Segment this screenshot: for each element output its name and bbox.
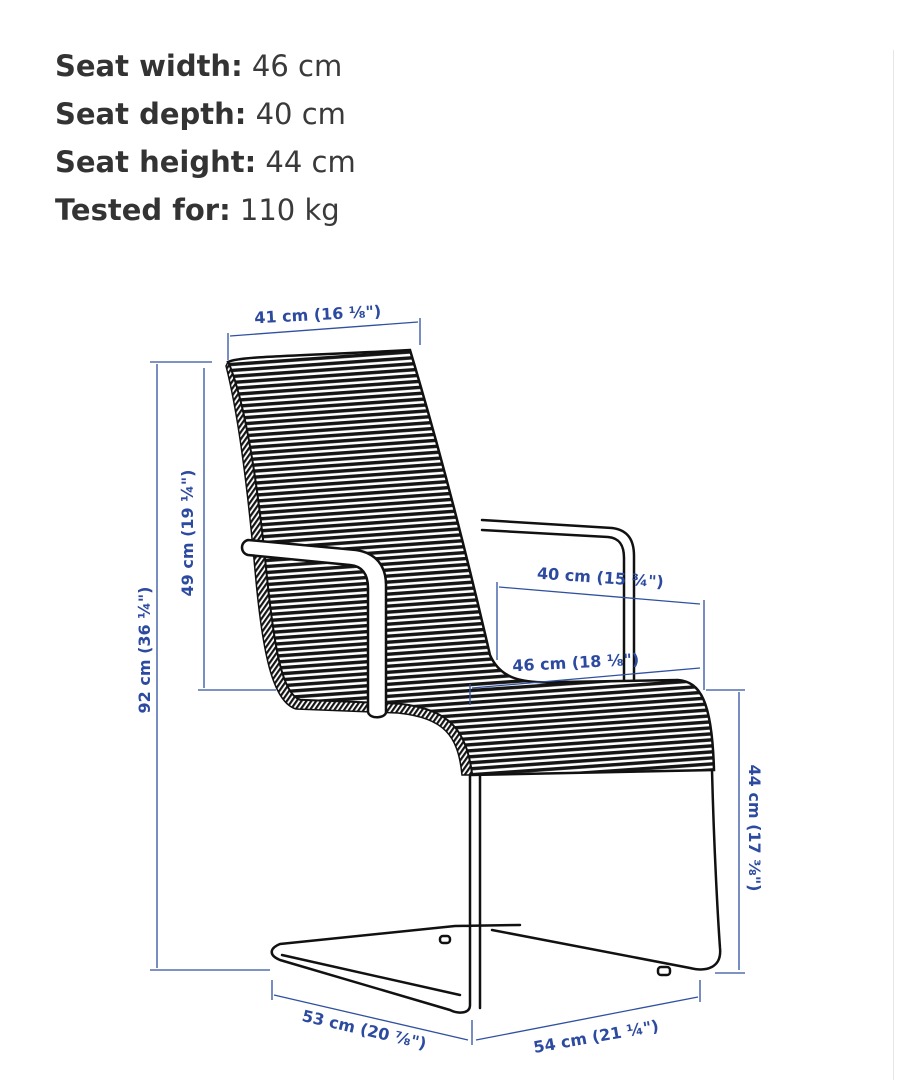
svg-text:46 cm (18 ⅛"): 46 cm (18 ⅛") xyxy=(511,649,640,676)
svg-text:54 cm (21 ¼"): 54 cm (21 ¼") xyxy=(531,1016,661,1057)
chair-shell xyxy=(228,350,714,775)
base-inner xyxy=(282,955,460,995)
base-tube xyxy=(272,775,520,1013)
svg-text:53 cm (20 ⅞"): 53 cm (20 ⅞") xyxy=(300,1006,429,1054)
svg-text:44 cm (17 ⅜"): 44 cm (17 ⅜") xyxy=(745,764,764,892)
spec-seat-depth: Seat depth: 40 cm xyxy=(55,97,346,131)
spec-seat-height: Seat height: 44 cm xyxy=(55,145,356,179)
glide-foot xyxy=(440,936,450,943)
svg-text:40 cm (15 ¾"): 40 cm (15 ¾") xyxy=(536,563,665,592)
svg-text:49 cm (19 ¼"): 49 cm (19 ¼") xyxy=(178,469,197,597)
dim-width xyxy=(476,980,700,1057)
chair-illustration xyxy=(226,350,720,1013)
spec-seat-width: Seat width: 46 cm xyxy=(55,49,343,83)
svg-text:41 cm (16 ⅛"): 41 cm (16 ⅛") xyxy=(253,301,382,328)
svg-text:92 cm (36 ¼"): 92 cm (36 ¼") xyxy=(135,586,154,714)
right-frame-leg xyxy=(492,770,720,969)
glide-foot xyxy=(658,967,670,975)
spec-tested-for: Tested for: 110 kg xyxy=(55,193,340,227)
